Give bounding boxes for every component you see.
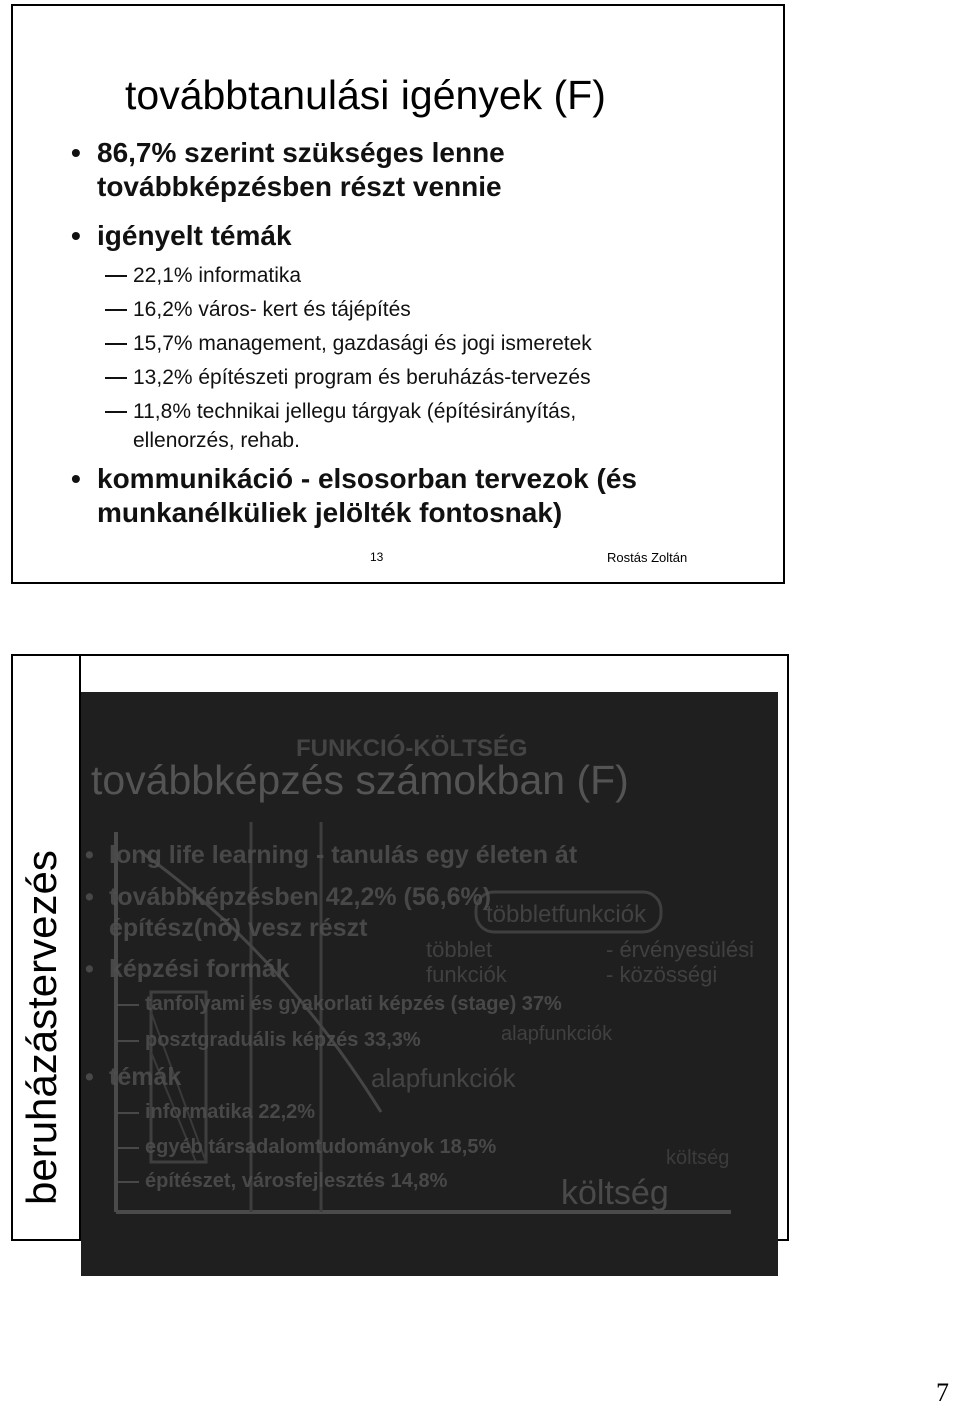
bullet-item: • igényelt témák [71,220,292,251]
bullet-item: • témák [85,1063,182,1091]
svg-text:költség: költség [561,1174,669,1212]
dash-icon [105,343,127,345]
sub-item: építészet, városfejlesztés 14,8% [145,1166,447,1196]
svg-text:alapfunkciók: alapfunkciók [371,1063,516,1093]
dash-icon [117,1181,139,1183]
svg-text:FUNKCIÓ-KÖLTSÉG: FUNKCIÓ-KÖLTSÉG [296,735,528,762]
dash-icon [105,377,127,379]
bullet-item: • továbbképzésben 42,2% (56,6%) [85,883,492,911]
page-number: 7 [936,1378,949,1407]
slide-title: továbbképzés számokban (F) [91,757,629,803]
dash-icon [105,275,127,277]
bullet-icon: • [85,1063,94,1091]
sub-item: 13,2% építészeti program és beruházás-tervezés [133,362,591,393]
bullet-icon: • [85,955,94,983]
dash-icon [117,1040,139,1042]
slide-number: 13 [370,550,384,564]
bullet-item: • kommunikáció - elsosorban tervezok (és munkanélküliek jelölték fontosnak) [71,463,637,528]
bullet-icon: • [71,463,81,494]
svg-text:alapfunkciók: alapfunkciók [501,1023,613,1045]
svg-text:funkciók: funkciók [426,962,507,987]
svg-text:többletfunkciók: többletfunkciók [486,901,647,928]
sub-item: 16,2% város- kert és tájépítés [133,294,411,325]
sub-item: 11,8% technikai jellegu tárgyak (építésirányítás, [133,396,576,427]
bullet-item: • long life learning - tanulás egy életen át [85,841,578,869]
sub-item: informatika 22,2% [145,1097,315,1127]
svg-text:- érvényesülési: - érvényesülési [606,937,754,962]
sub-item: 15,7% management, gazdasági és jogi ismeretek [133,328,592,359]
bullet-icon: • [85,841,94,869]
sub-item: tanfolyami és gyakorlati képzés (stage) 37% [145,989,562,1019]
vertical-section-label: beruházástervezés [18,850,65,1205]
svg-text:többlet: többlet [426,937,493,962]
bullet-item: • 86,7% szerint szükséges lenne továbbképzésben részt vennie [71,137,505,202]
sub-item: 22,1% informatika [133,260,301,291]
sub-item: posztgraduális képzés 33,3% [145,1025,421,1055]
dash-icon [105,411,127,413]
bullet-item-continuation: építész(nõ) vesz részt [109,914,368,942]
dash-icon [117,1004,139,1006]
blackboard-photo [81,692,778,1276]
bullet-icon: • [71,220,81,251]
dash-icon [105,309,127,311]
slide-author: Rostás Zoltán [607,550,688,565]
bullet-item: • képzési formák [85,955,290,983]
svg-text:- közösségi: - közösségi [606,962,718,987]
dash-icon [117,1112,139,1114]
bullet-icon: • [71,137,81,168]
sub-item-continuation: ellenorzés, rehab. [133,429,300,452]
svg-text:költség: költség [666,1147,730,1169]
dash-icon [117,1147,139,1149]
bullet-icon: • [85,883,94,911]
sub-item: egyéb társadalomtudományok 18,5% [145,1132,496,1162]
slide-title: továbbtanulási igények (F) [125,72,606,118]
